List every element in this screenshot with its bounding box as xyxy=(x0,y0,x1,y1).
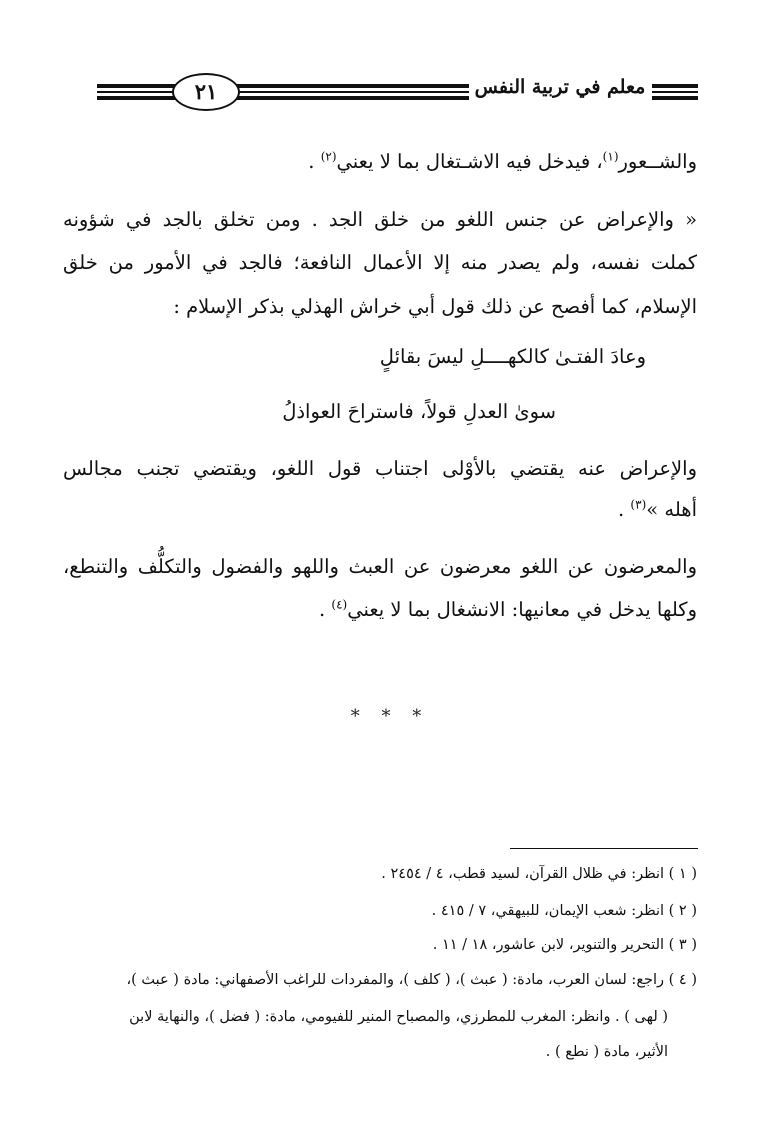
p1-text-c: . xyxy=(308,150,321,173)
paragraph-2-line-2: كملت نفسه، ولم يصدر منه إلا الأعمال النافعة؛ فالجد في الأمور من خلق xyxy=(63,251,697,274)
paragraph-3-line-1: والإعراض عنه يقتضي بالأوْلى اجتناب قول اللغو، ويقتضي تجنب مجالس xyxy=(63,457,697,480)
header-rule-right-bottom xyxy=(652,96,698,100)
footnote-separator-rule xyxy=(510,848,698,849)
p3-line2-end: . xyxy=(618,498,631,521)
header-rule-left-bottom xyxy=(97,96,469,100)
paragraph-2-line-1: « والإعراض عن جنس اللغو من خلق الجد . ومن تخلق بالجد في شؤونه xyxy=(63,208,697,231)
section-separator-stars: * * * xyxy=(350,706,430,727)
paragraph-3-line-2 xyxy=(63,497,697,521)
page-number: ٢١ xyxy=(172,73,240,111)
p1-text-a: والشــعور xyxy=(618,150,697,173)
footnote-1: ( ١ ) انظر: في ظلال القرآن، لسيد قطب، ٤ / ٢٤٥٤ . xyxy=(381,866,697,882)
paragraph-4-line-2 xyxy=(63,597,697,621)
header-rule-left-top xyxy=(97,84,469,88)
footnote-4-line-3: الأثير، مادة ( نطع ) . xyxy=(545,1044,668,1060)
p4-line2-end: . xyxy=(319,598,332,621)
footnote-2: ( ٢ ) انظر: شعب الإيمان، للبيهقي، ٧ / ٤١٥ . xyxy=(431,903,697,919)
poem-verse-2: سوىٰ العدلِ قولاً، فاستراحَ العواذلُ xyxy=(282,400,556,423)
p1-text-b: ، فيدخل فيه الاشـتغال بما لا يعني xyxy=(336,150,603,173)
footnote-4-line-2: ( لهى ) . وانظر: المغرب للمطرزي، والمصباح المنير للفيومي، مادة: ( فضل )، والنهاية لابن xyxy=(129,1009,668,1025)
p3-line2-text: أهله » xyxy=(646,498,697,521)
footnote-ref-1: (١) xyxy=(602,149,619,164)
footnote-3: ( ٣ ) التحرير والتنوير، لابن عاشور، ١٨ / ١١ . xyxy=(432,937,697,953)
header-rule-left-middle xyxy=(97,91,469,93)
poem-verse-1: وعادَ الفتـىٰ كالكهــــلِ ليسَ بقائلٍ xyxy=(379,345,646,368)
footnote-ref-3: (٣) xyxy=(630,497,647,512)
paragraph-1-line xyxy=(63,149,697,173)
footnote-ref-2: (٢) xyxy=(320,149,337,164)
paragraph-4-line-1: والمعرضون عن اللغو معرضون عن العبث واللهو والفضول والتكلُّف والتنطع، xyxy=(63,555,697,578)
header-rule-right-top xyxy=(652,84,698,88)
footnote-ref-4: (٤) xyxy=(331,597,348,612)
footnote-4-line-1: ( ٤ ) راجع: لسان العرب، مادة: ( عبث )، ( كلف )، والمفردات للراغب الأصفهاني: مادة ( عبث )، xyxy=(126,972,697,988)
paragraph-2-line-3: الإسلام، كما أفصح عن ذلك قول أبي خراش الهذلي بذكر الإسلام : xyxy=(173,295,697,318)
book-title: معلم في تربية النفس xyxy=(474,76,646,98)
p4-line2-text: وكلها يدخل في معانيها: الانشغال بما لا يعني xyxy=(347,598,697,621)
header-rule-right-middle xyxy=(652,91,698,93)
